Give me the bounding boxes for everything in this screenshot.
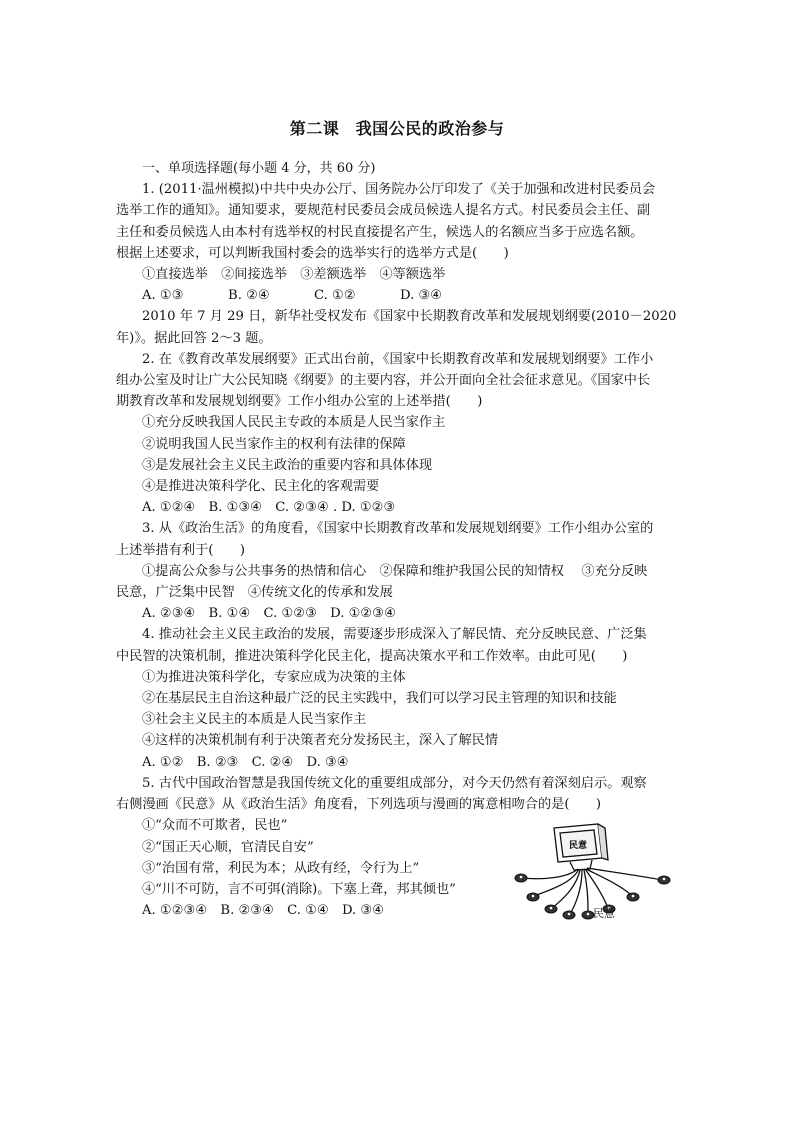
question-item: ③是发展社会主义民主政治的重要内容和具体体现	[142, 457, 433, 473]
question-item: ①为推进决策科学化，专家应成为决策的主体	[142, 669, 406, 685]
question-item: ④是推进决策科学化、民主化的客观需要	[142, 479, 380, 495]
question-item: ②“国正天心顺，官清民自安”	[142, 839, 314, 855]
question-item: ②说明我国人民当家作主的权利有法律的保障	[142, 436, 406, 452]
option-a[interactable]: A. ①③	[142, 288, 184, 304]
question-item: ④这样的决策机制有利于决策者充分发扬民主，深入了解民情	[142, 733, 499, 749]
question-item: ③社会主义民主的本质是人民当家作主	[142, 712, 367, 728]
question-stem-line: 中民智的决策机制，推进决策科学化民主化，提高决策水平和工作效率。由此可见( )	[116, 648, 628, 664]
option-d[interactable]: D. ③④	[400, 288, 443, 304]
question-stem-line: 5. 古代中国政治智慧是我国传统文化的重要组成部分，对今天仍然有着深刻启示。观察	[142, 775, 647, 791]
question-stem-line: 2. 在《教育改革发展纲要》正式出台前，《国家中长期教育改革和发展规划纲要》工作小	[142, 351, 654, 367]
answer-options[interactable]: A. ①②④ B. ①③④ C. ②③④ . D. ①②③	[142, 500, 396, 516]
question-3	[116, 518, 686, 624]
answer-options[interactable]: A. ①②③④ B. ②③④ C. ①④ D. ③④	[142, 903, 385, 919]
cartoon-screen-text: 民意	[568, 841, 588, 851]
question-stem-line: 1. (2011·温州模拟)中共中央办公厅、国务院办公厅印发了《关于加强和改进村民委员会	[142, 182, 656, 198]
question-body	[116, 158, 686, 921]
question-stem-line: 根据上述要求，可以判断我国村委会的选举实行的选举方式是( )	[116, 245, 509, 261]
question-items: ①提高公众参与公共事务的热情和信心 ②保障和维护我国公民的知情权 ③充分反映	[142, 563, 648, 579]
question-4	[116, 624, 686, 772]
question-2	[116, 349, 686, 519]
option-c[interactable]: C. ①②	[314, 288, 356, 304]
material-line: 年)》。据此回答 2～3 题。	[116, 330, 272, 346]
question-1	[116, 179, 686, 306]
question-items: ①直接选举 ②间接选举 ③差额选举 ④等额选举	[142, 267, 446, 283]
material-line: 2010 年 7 月 29 日，新华社受权发布《国家中长期教育改革和发展规划纲要(2010－2020	[142, 309, 677, 325]
material	[116, 306, 686, 348]
question-items: 民意，广泛集中民智 ④传统文化的传承和发展	[116, 585, 393, 601]
cartoon-caption: 民意	[593, 907, 615, 920]
question-item: ④“川不可防，言不可弭(消除)。下塞上聋，邦其倾也”	[142, 881, 456, 897]
question-stem-line: 主任和委员候选人由本村有选举权的村民直接提名产生，候选人的名额应当多于应选名额。	[116, 224, 644, 240]
answer-options[interactable]: A. ②③④ B. ①④ C. ①②③ D. ①②③④	[142, 606, 396, 622]
question-item: ③“治国有常，利民为本；从政有经，令行为上”	[142, 860, 420, 876]
option-b[interactable]: B. ②④	[228, 288, 270, 304]
question-item: ②在基层民主自治这种最广泛的民主实践中，我们可以学习民主管理的知识和技能	[142, 691, 617, 707]
answer-options	[116, 285, 686, 306]
page-title: 第二课 我国公民的政治参与	[289, 119, 505, 138]
question-stem-line: 组办公室及时让广大公民知晓《纲要》的主要内容，并公开面向全社会征求意见。《国家中长	[116, 373, 651, 389]
section-heading: 一、单项选择题(每小题 4 分，共 60 分)	[142, 161, 376, 176]
question-item: ①“众而不可欺者，民也”	[142, 818, 288, 834]
question-stem-line: 右侧漫画《民意》从《政治生活》角度看，下列选项与漫画的寓意相吻合的是( )	[116, 797, 602, 813]
question-stem-line: 3. 从《政治生活》的角度看，《国家中长期教育改革和发展规划纲要》工作小组办公室的	[142, 521, 654, 537]
question-item: ①充分反映我国人民民主专政的本质是人民当家作主	[142, 415, 446, 431]
question-stem-line: 上述举措有利于( )	[116, 542, 245, 558]
question-stem-line: 选举工作的通知》。通知要求，要规范村民委员会成员候选人提名方式。村民委员会主任、副	[116, 203, 651, 219]
answer-options[interactable]: A. ①② B. ②③ C. ②④ D. ③④	[142, 754, 349, 770]
question-stem-line: 期教育改革和发展规划纲要》工作小组办公室的上述举措( )	[116, 394, 483, 410]
question-stem-line: 4. 推动社会主义民主政治的发展，需要逐步形成深入了解民情、充分反映民意、广泛集	[142, 627, 647, 643]
